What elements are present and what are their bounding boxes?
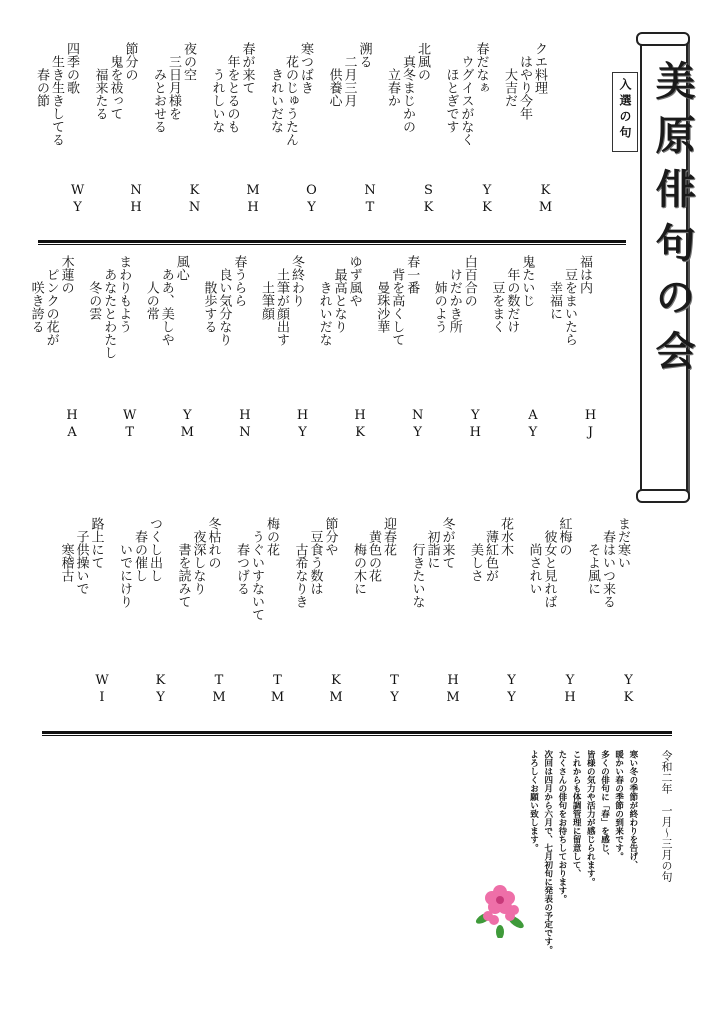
haiku-line: 路上にて xyxy=(88,517,104,569)
notes-line: 多くの俳句に「春」を感じ、 xyxy=(599,750,610,861)
haiku-line: 春はいつ来る xyxy=(600,530,615,608)
haiku-line: 土筆顔 xyxy=(259,281,274,320)
author-initials: YH xyxy=(467,408,483,442)
author-initials: MH xyxy=(245,183,261,217)
haiku-line: 子供操いで xyxy=(73,530,89,595)
haiku-line: 風心 xyxy=(173,255,189,281)
haiku-line: 夜深しなり xyxy=(190,530,206,595)
haiku-line: 鬼たいじ xyxy=(519,255,535,307)
haiku-line: はやり今年 xyxy=(517,55,532,120)
haiku-line: 年をとるのも xyxy=(224,55,240,133)
haiku-line: 福は内 xyxy=(577,255,592,294)
haiku-line: 年の数だけ xyxy=(504,268,520,333)
haiku-poem xyxy=(411,517,454,608)
haiku-line: 花水木 xyxy=(498,517,513,556)
divider-line-2 xyxy=(42,731,672,734)
haiku-poem xyxy=(445,42,488,146)
author-initials: NT xyxy=(362,183,378,217)
haiku-line: 散歩する xyxy=(201,281,217,333)
haiku-line: 木蓮の xyxy=(58,255,74,294)
author-initials: HK xyxy=(352,408,368,442)
author-initials: HM xyxy=(445,673,461,707)
haiku-line: 供養心 xyxy=(326,68,342,107)
leaf-icon xyxy=(474,910,525,938)
haiku-line: 春の催し xyxy=(132,530,147,582)
haiku-line: 節分の xyxy=(122,42,138,81)
haiku-poem xyxy=(87,255,130,359)
haiku-line: 大吉だ xyxy=(502,68,517,107)
haiku-poem xyxy=(211,42,254,133)
haiku-line: 迎春花 xyxy=(381,517,396,556)
haiku-line: 幸福に xyxy=(547,281,562,320)
haiku-line: 古希なりき xyxy=(292,543,308,608)
haiku-line: 曼珠沙華 xyxy=(374,281,390,333)
haiku-line: 春一番 xyxy=(404,255,420,294)
haiku-poem xyxy=(60,517,103,595)
haiku-line: 三日月様を xyxy=(166,55,181,120)
author-initials: HY xyxy=(295,408,310,442)
notes-line: これからも体調管理に留意して、 xyxy=(571,750,582,878)
haiku-line: 冬枯れの xyxy=(205,517,221,569)
author-initials: YK xyxy=(621,673,636,707)
subtitle-box xyxy=(612,72,638,152)
haiku-poem xyxy=(490,255,533,333)
author-initials: KM xyxy=(538,183,553,217)
author-initials: TM xyxy=(211,673,227,707)
notes-line: 次回は四月から六月で、七月初旬に発表の予定です。 xyxy=(542,750,553,954)
haiku-poem xyxy=(177,517,220,608)
author-initials: HN xyxy=(237,408,253,442)
author-initials: WY xyxy=(70,183,85,217)
haiku-line: 春つげる xyxy=(234,543,249,595)
author-initials: WI xyxy=(94,673,110,707)
haiku-line: 春の節 xyxy=(34,68,49,107)
haiku-poem xyxy=(548,255,591,346)
haiku-line: 咲き誇る xyxy=(28,281,44,333)
haiku-line: 彼女と見れば xyxy=(541,530,557,608)
haiku-poem xyxy=(469,517,512,582)
haiku-line: 溯る xyxy=(356,42,372,68)
haiku-poem xyxy=(328,42,371,107)
subtitle: 入選の句 xyxy=(618,78,632,142)
haiku-poem xyxy=(433,255,476,333)
haiku-line: 寒つばき xyxy=(298,42,313,94)
notes-line: 暖かい春の季節の到来です。 xyxy=(613,750,624,861)
author-initials: YH xyxy=(562,673,578,707)
haiku-line: 良い気分なり xyxy=(216,268,232,346)
haiku-line: きれいだな xyxy=(268,68,283,133)
haiku-line: 書を読みて xyxy=(175,543,191,608)
haiku-line: あなたとわたし xyxy=(101,268,117,359)
haiku-line: 四季の歌 xyxy=(64,42,79,94)
notes-line: 寒い冬の季節が終わりを告げ、 xyxy=(627,750,638,869)
haiku-line: 梅の花 xyxy=(264,517,279,556)
haiku-line: 冬終わり xyxy=(289,255,304,307)
azalea-flower-illustration xyxy=(470,878,530,938)
haiku-line: 初詣に xyxy=(424,530,440,569)
divider-line-1b xyxy=(38,244,626,245)
haiku-line: 美しさ xyxy=(468,543,483,582)
haiku-line: 背を高くして xyxy=(389,268,405,346)
divider-line-1 xyxy=(38,240,626,243)
haiku-poem xyxy=(118,517,161,608)
haiku-line: けだかき所 xyxy=(446,268,462,333)
haiku-line: きれいだな xyxy=(316,281,332,346)
haiku-line: ウグイスがなく xyxy=(458,55,474,146)
haiku-line: 梅の木に xyxy=(351,543,366,595)
haiku-line: 白百合の xyxy=(461,255,477,307)
haiku-line: 寒稽古 xyxy=(58,543,74,582)
haiku-poem xyxy=(318,255,361,346)
author-initials: NY xyxy=(410,408,426,442)
haiku-line: 土筆が顔出す xyxy=(274,268,289,346)
author-initials: NH xyxy=(128,183,144,217)
author-initials: YK xyxy=(479,183,495,217)
haiku-line: まわりもよう xyxy=(116,255,132,333)
author-initials: KN xyxy=(187,183,202,217)
haiku-poem xyxy=(94,42,137,120)
haiku-line: そよ風に xyxy=(585,543,600,595)
haiku-line: 春だなぁ xyxy=(473,42,489,94)
haiku-line: 冬の雲 xyxy=(86,281,102,320)
haiku-poem xyxy=(269,42,312,146)
haiku-line: 花のじゅうたん xyxy=(283,55,298,146)
author-initials: OY xyxy=(304,183,319,217)
author-initials: KY xyxy=(153,673,168,707)
author-initials: YY xyxy=(504,673,519,707)
haiku-line: 春うらら xyxy=(231,255,247,307)
haiku-line: 紅梅の xyxy=(556,517,572,556)
haiku-line: ああ、美しや xyxy=(158,268,174,346)
notes-period: 令和二年 一月～三月の句 xyxy=(660,750,673,882)
haiku-line: 行きたいな xyxy=(409,543,425,608)
haiku-poem xyxy=(260,255,303,346)
haiku-line: 姉のよう xyxy=(431,281,447,333)
haiku-line: 真冬まじかの xyxy=(400,55,415,133)
page-title: 美原俳句の会 xyxy=(649,60,696,384)
author-initials: HA xyxy=(64,408,80,442)
closing-notes xyxy=(508,750,673,954)
notes-line: よろしくお願い致します。 xyxy=(528,750,539,852)
haiku-line: 人の常 xyxy=(143,281,159,320)
haiku-line: つくし出し xyxy=(147,517,162,582)
haiku-line: 薄紅色が xyxy=(483,530,498,582)
haiku-poem xyxy=(152,42,195,133)
author-initials: AY xyxy=(525,408,541,442)
haiku-poem xyxy=(503,42,546,120)
haiku-line: 鬼を祓って xyxy=(107,55,123,120)
flower-icon xyxy=(483,885,519,925)
haiku-poem xyxy=(30,255,73,346)
haiku-poem xyxy=(586,517,629,608)
haiku-poem xyxy=(375,255,418,346)
haiku-line: 福来たる xyxy=(92,68,108,120)
haiku-poem xyxy=(235,517,278,621)
haiku-line: 冬が来て xyxy=(439,517,455,569)
haiku-line: ゆず風や xyxy=(346,255,362,307)
title-scroll xyxy=(640,38,696,497)
haiku-poem xyxy=(386,42,429,133)
haiku-line: 豆をまいたら xyxy=(562,268,577,346)
haiku-line: 尚されい xyxy=(526,543,542,595)
haiku-line: 春が来て xyxy=(239,42,255,94)
haiku-line: 最高となり xyxy=(331,268,347,333)
haiku-poem xyxy=(145,255,188,346)
haiku-line: 生き生きしてる xyxy=(49,55,64,146)
haiku-line: いでにけり xyxy=(117,543,132,608)
haiku-line: 二月三月 xyxy=(341,55,357,107)
author-initials: TM xyxy=(270,673,285,707)
divider-line-2b xyxy=(42,735,672,736)
haiku-line: うれしいな xyxy=(209,68,225,133)
haiku-line: 黄色の花 xyxy=(366,530,381,582)
haiku-line: 北風の xyxy=(415,42,430,81)
haiku-line: 立春か xyxy=(385,68,400,107)
haiku-poem xyxy=(35,42,78,146)
notes-line: たくさんの俳句をお待ちしております。 xyxy=(556,750,567,903)
author-initials: YM xyxy=(179,408,195,442)
haiku-line: ほとぎです xyxy=(443,68,459,133)
haiku-line: ピンクの花が xyxy=(43,268,59,346)
haiku-line: クエ料理 xyxy=(532,42,547,94)
haiku-line: みとおせる xyxy=(151,68,166,133)
haiku-line: うぐいすないて xyxy=(249,530,264,621)
author-initials: HJ xyxy=(583,408,598,442)
haiku-poem xyxy=(202,255,245,346)
haiku-poem xyxy=(294,517,337,608)
haiku-poem xyxy=(528,517,571,608)
author-initials: KM xyxy=(328,673,344,707)
author-initials: SK xyxy=(421,183,436,217)
author-initials: TY xyxy=(387,673,402,707)
haiku-line: 節分や xyxy=(322,517,338,556)
haiku-line: 夜の空 xyxy=(181,42,196,81)
haiku-line: 豆をまく xyxy=(489,281,505,333)
haiku-poem xyxy=(352,517,395,595)
notes-line: 皆様の気力や活力が感じられます。 xyxy=(585,750,596,886)
haiku-line: 豆食う数は xyxy=(307,530,323,595)
author-initials: WT xyxy=(122,408,138,442)
haiku-line: まだ寒い xyxy=(615,517,630,569)
